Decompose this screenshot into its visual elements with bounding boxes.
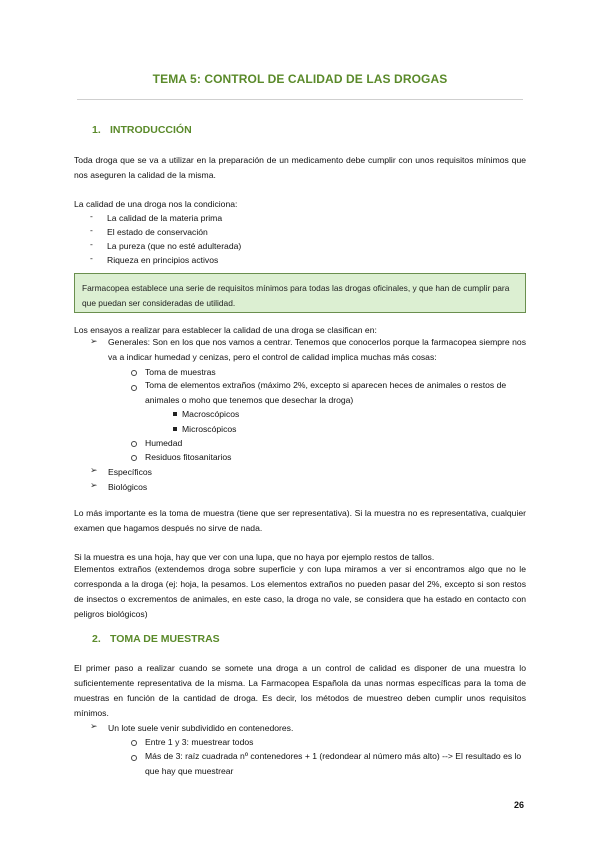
sub-item-humedad: Humedad [145, 438, 183, 448]
arrow-bullet-icon: ➢ [90, 721, 98, 731]
lote-item: Un lote suele venir subdividido en contenedores. [108, 723, 294, 733]
title-divider [77, 99, 523, 100]
section-1-title: INTRODUCCIÓN [110, 124, 192, 136]
mas-item: Más de 3: raíz cuadrada nº contenedores + 1 (redondear al número más alto) --> El resultado es lo que hay que muestrear [145, 751, 522, 776]
arrow-bullet-icon: ➢ [90, 480, 98, 490]
foreign-elements-paragraph: Elementos extraños (extendemos droga sobre superficie y con lupa miramos a ver si encontramos algo que no le corresponda a la droga (ej: hoja, la pesamos. Los elementos extraños no pueden pasar del 2%, excepto si son restos de insectos o excrementos de animales, en este caso, la droga no vale, se considera que ha estado en contacto con peligros biológicos) [74, 564, 526, 619]
condition-item: La calidad de la materia prima [107, 213, 223, 223]
importance-paragraph: Lo más importante es la toma de muestra (tiene que ser representativa). Si la muestra no es representativa, cualquier examen que hagamos después no sirve de nada. [74, 508, 526, 533]
sub-item-residuos: Residuos fitosanitarios [145, 452, 232, 462]
dash-icon: - [90, 239, 93, 249]
page-number: 26 [513, 800, 524, 810]
circle-bullet-icon [131, 740, 137, 746]
dash-icon: - [90, 225, 93, 235]
circle-bullet-icon [131, 455, 137, 461]
condition-item: Riqueza en principios activos [107, 255, 219, 265]
quality-conditions-intro: La calidad de una droga nos la condiciona: [74, 199, 238, 209]
circle-bullet-icon [131, 385, 137, 391]
condition-item: El estado de conservación [107, 227, 208, 237]
sub-item-micro: Microscópicos [182, 424, 237, 434]
generales-item: Generales: Son en los que nos vamos a centrar. Tenemos que conocerlos porque la farmacopea siempre nos va a indicar humedad y cenizas, pero el control de calidad implica muchas más cosas: [108, 337, 526, 362]
dash-icon: - [90, 211, 93, 221]
sub-item-extranos: Toma de elementos extraños (máximo 2%, excepto si aparecen heces de animales o restos de animales o moho que tenemos que desechar la droga) [145, 380, 507, 405]
section-2-number: 2. [92, 633, 101, 645]
sampling-paragraph: El primer paso a realizar cuando se somete una droga a un control de calidad es disponer de una muestra lo suficientemente representativa de la misma. La Farmacopea Española da unas normas específicas para la toma de muestras en función de la cantidad de droga. Es decir, los métodos de muestreo deben cumplir unos requisitos mínimos. [74, 663, 526, 718]
arrow-bullet-icon: ➢ [90, 336, 98, 346]
biologicos-item: Biológicos [108, 482, 148, 492]
dash-icon: - [90, 253, 93, 263]
sub-item-macro: Macroscópicos [182, 409, 240, 419]
hoja-paragraph: Si la muestra es una hoja, hay que ver con una lupa, que no haya por ejemplo restos de tallos. [74, 552, 435, 562]
arrow-bullet-icon: ➢ [90, 465, 98, 475]
entre-item: Entre 1 y 3: muestrear todos [145, 737, 254, 747]
circle-bullet-icon [131, 370, 137, 376]
section-1-number: 1. [92, 124, 101, 136]
highlight-box: Farmacopea establece una serie de requisitos mínimos para todas las drogas oficinales, y que han de cumplir para que puedan ser consideradas de utilidad. [74, 273, 526, 313]
intro-paragraph: Toda droga que se va a utilizar en la preparación de un medicamento debe cumplir con unos requisitos mínimos que nos aseguren la calidad de la misma. [74, 155, 526, 180]
circle-bullet-icon [131, 755, 137, 761]
page-title: TEMA 5: CONTROL DE CALIDAD DE LAS DROGAS [152, 72, 448, 86]
square-bullet-icon [173, 412, 177, 416]
assays-intro: Los ensayos a realizar para establecer la calidad de una droga se clasifican en: [74, 325, 377, 335]
especificos-item: Específicos [108, 467, 152, 477]
sub-item-toma: Toma de muestras [145, 367, 216, 377]
section-1-heading [92, 124, 192, 136]
condition-item: La pureza (que no esté adulterada) [107, 241, 242, 251]
circle-bullet-icon [131, 441, 137, 447]
section-2-heading [92, 633, 220, 645]
square-bullet-icon [173, 427, 177, 431]
section-2-title: TOMA DE MUESTRAS [110, 633, 220, 645]
